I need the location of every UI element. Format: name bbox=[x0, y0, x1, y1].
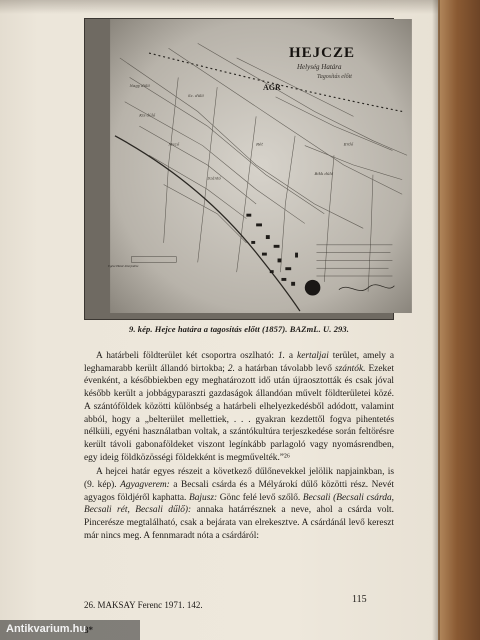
paragraph-run: 1. bbox=[277, 351, 285, 361]
map-subtitle-2: Tagosítás előtt bbox=[317, 74, 352, 80]
map-road-label: AGR bbox=[263, 83, 281, 92]
svg-text:Nagy dülő: Nagy dülő bbox=[129, 83, 150, 89]
page-top-shadow bbox=[0, 0, 480, 14]
paragraph-2 bbox=[84, 466, 394, 542]
svg-text:Rét: Rét bbox=[256, 141, 263, 147]
paragraph-run: a bbox=[284, 351, 298, 361]
paragraph-run: Ezeket évenként, a későbbiekben egy meghatározott idő után újraosztották és csak jóval később került a jobbágyparaszti gazdaságok állandóan művelt földterületei közé. A szántóföldek közötti különbség a határbeli elhelyezkedésből adódott, valamint abból, hogy a „belterület mellettiek, . . . gyakran kezdettől fogva pihentetés nélküli, egyéni használatban voltak, a szántókultúra terjeszkedése során feltörésre került távoli gabonaföldeket viszont legínkább parlagoló vagy nyomásrendben, egy ideig földközösségi földekként is megművelték.”²⁶ bbox=[84, 363, 394, 463]
paragraph-run: Gönc felé levő szőlő. bbox=[217, 492, 303, 503]
map-corner-label: Egész Határ kiterjedése bbox=[108, 264, 139, 268]
svg-text:Kis dülő: Kis dülő bbox=[139, 112, 156, 118]
watermark: Antikvarium.hu bbox=[0, 620, 140, 640]
paragraph-run: 2. bbox=[227, 363, 235, 374]
svg-text:Erdő: Erdő bbox=[343, 141, 354, 147]
paragraph-run: annaka határrésznek a neve, ahol a csárda volt. Pincerésze megtalálható, csak a bejárata van elrekesztve. A csárdánál levő kereszt már nincs meg. A fennmaradt nóta a csárdáról: bbox=[84, 505, 394, 541]
book-edge bbox=[438, 0, 480, 640]
paragraph-run: A hejcei határ egyes részeit a következő dűlőnevekkel jelölik napjainkban, is (9. kép). bbox=[84, 467, 394, 491]
svg-text:Sz. dülő: Sz. dülő bbox=[187, 92, 204, 98]
paragraph-run: terület, amely a leghamarabb került állandó birtokba; bbox=[84, 351, 395, 374]
paragraph-run: kertaljai bbox=[297, 351, 329, 361]
map-seal bbox=[305, 280, 321, 296]
paragraph-run: Agyagverem: bbox=[120, 480, 170, 491]
footnote: 26. MAKSAY Ferenc 1971. 142. bbox=[84, 600, 203, 610]
svg-text:Bikk dülő: Bikk dülő bbox=[314, 170, 334, 176]
map-figure bbox=[84, 18, 394, 320]
page-number: 115 bbox=[352, 594, 367, 605]
map-subtitle: Helység Határa bbox=[297, 63, 342, 71]
svg-text:Szántó: Szántó bbox=[207, 175, 221, 181]
paragraph-run: A határbeli földterület két csoportra oszlható: bbox=[96, 351, 278, 361]
figure-caption: 9. kép. Hejce határa a tagosítás előtt (1857). BAZmL. U. 293. bbox=[128, 324, 349, 334]
paragraph-run: Bajusz: bbox=[189, 492, 218, 503]
paragraph-run: a határban távolabb levő bbox=[234, 363, 335, 374]
svg-text:Mező: Mező bbox=[168, 141, 180, 147]
map-title: HEJCZE bbox=[289, 45, 356, 61]
paragraph-1 bbox=[84, 350, 394, 464]
paragraph-run: szántók. bbox=[334, 363, 366, 374]
paragraph-run: a Becsali csárda és a Mélyárokí dűlő közötti rész. Nevét agyagos földjéről kaphatta. bbox=[84, 480, 395, 503]
body-text bbox=[84, 348, 394, 543]
paragraph-run: Becsali (Becsali csárda, Becsali rét, Becsali dűlő): bbox=[84, 492, 394, 516]
historical-map-image bbox=[85, 19, 395, 321]
map-drawing bbox=[85, 19, 437, 313]
